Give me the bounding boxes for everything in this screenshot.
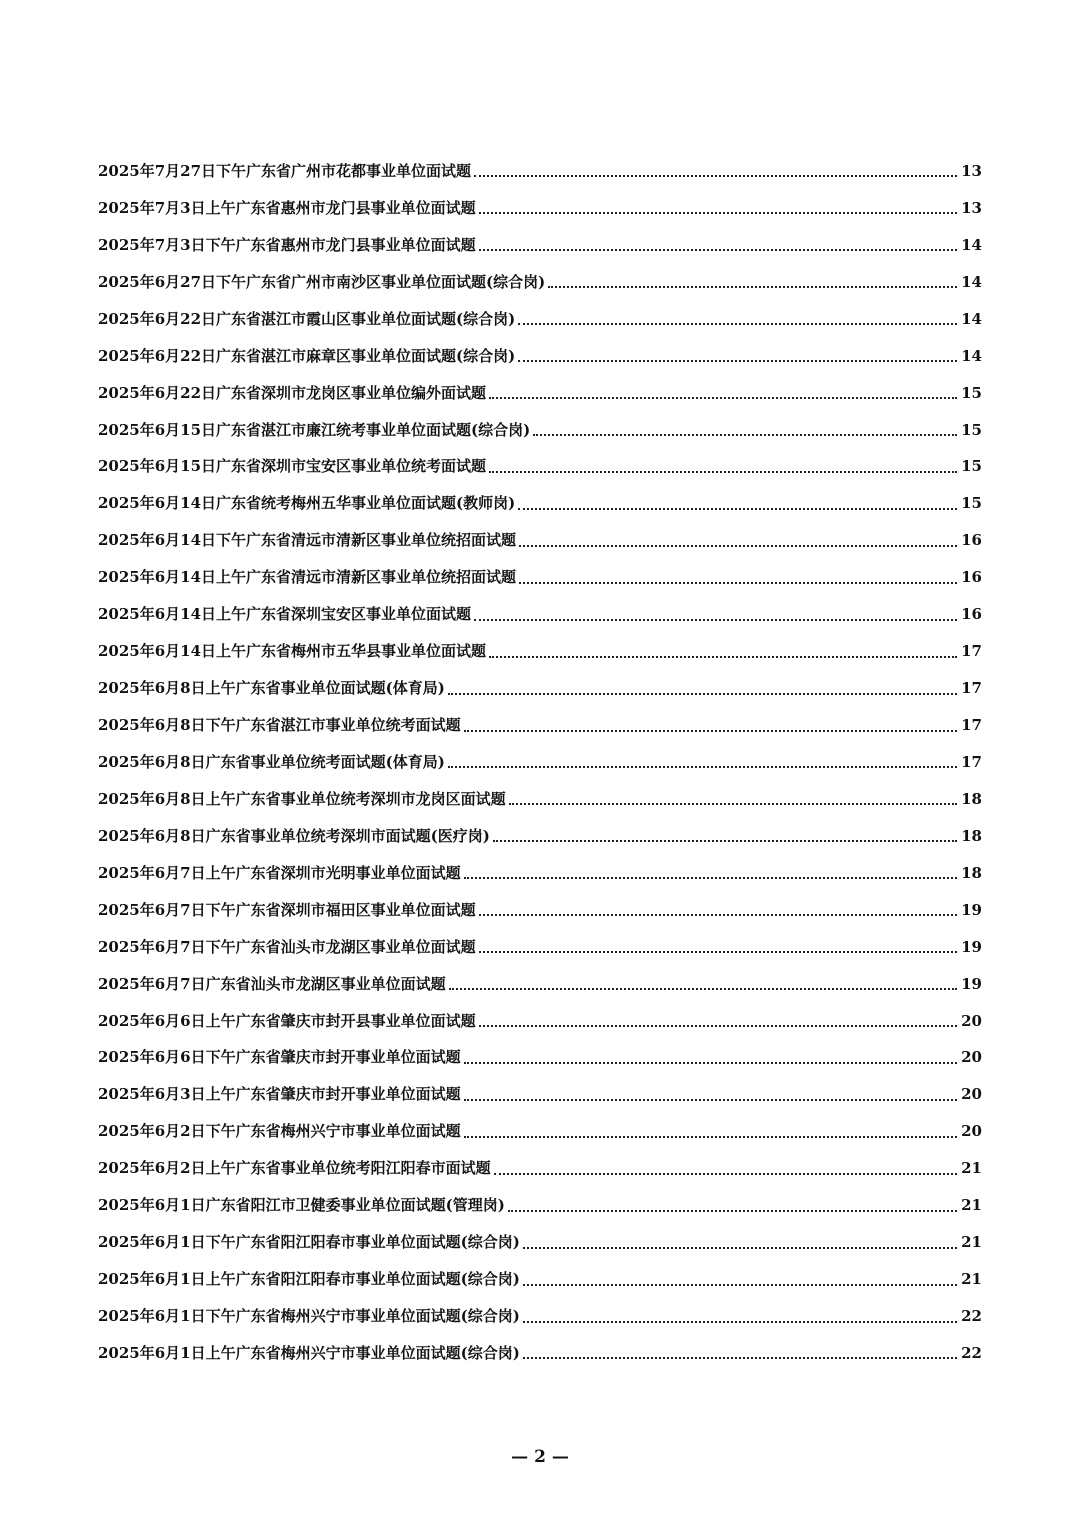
toc-leader-dots: [533, 434, 957, 436]
toc-leader-dots: [508, 1210, 957, 1212]
toc-leader-dots: [489, 471, 957, 473]
toc-entry-page: 18: [961, 863, 982, 882]
toc-entry-page: 20: [961, 1085, 982, 1104]
toc-entry-title: 2025年6月1日广东省阳江市卫健委事业单位面试题(管理岗): [98, 1196, 505, 1215]
toc-entry-title: 2025年6月6日上午广东省肇庆市封开县事业单位面试题: [98, 1011, 476, 1030]
toc-entry[interactable]: [98, 153, 982, 190]
toc-entry-page: 19: [961, 974, 982, 993]
toc-entry-page: 14: [961, 309, 982, 328]
toc-entry-page: 19: [961, 900, 982, 919]
toc-entry[interactable]: [98, 1076, 982, 1113]
toc-leader-dots: [489, 656, 957, 658]
toc-entry-title: 2025年6月8日广东省事业单位统考深圳市面试题(医疗岗): [98, 826, 490, 845]
toc-leader-dots: [464, 877, 958, 879]
toc-entry-page: 14: [961, 235, 982, 254]
toc-leader-dots: [523, 1321, 957, 1323]
toc-entry-title: 2025年6月1日上午广东省梅州兴宁市事业单位面试题(综合岗): [98, 1343, 520, 1362]
toc-leader-dots: [518, 323, 957, 325]
toc-leader-dots: [523, 1357, 957, 1359]
toc-entry-title: 2025年6月14日广东省统考梅州五华事业单位面试题(教师岗): [98, 494, 516, 513]
toc-entry-page: 17: [961, 679, 982, 698]
toc-entry-title: 2025年6月8日上午广东省事业单位统考深圳市龙岗区面试题: [98, 789, 506, 808]
toc-entry[interactable]: [98, 264, 982, 301]
toc-entry-title: 2025年6月1日上午广东省阳江阳春市事业单位面试题(综合岗): [98, 1270, 520, 1289]
toc-entry-title: 2025年6月7日下午广东省汕头市龙湖区事业单位面试题: [98, 937, 476, 956]
toc-leader-dots: [464, 1099, 958, 1101]
toc-entry-title: 2025年7月3日上午广东省惠州市龙门县事业单位面试题: [98, 198, 476, 217]
toc-entry[interactable]: [98, 1150, 982, 1187]
toc-entry-page: 13: [961, 161, 982, 180]
toc-entry-title: 2025年6月15日广东省深圳市宝安区事业单位统考面试题: [98, 457, 487, 476]
toc-leader-dots: [479, 1025, 958, 1027]
toc-entry-page: 18: [961, 789, 982, 808]
toc-leader-dots: [464, 1136, 958, 1138]
toc-entry-page: 20: [961, 1011, 982, 1030]
toc-leader-dots: [479, 951, 958, 953]
toc-leader-dots: [474, 619, 957, 621]
toc-entry-page: 22: [961, 1343, 982, 1362]
toc-entry-page: 14: [961, 346, 982, 365]
toc-entry-title: 2025年6月22日广东省湛江市霞山区事业单位面试题(综合岗): [98, 309, 516, 328]
toc-entry-title: 2025年6月7日下午广东省深圳市福田区事业单位面试题: [98, 900, 476, 919]
table-of-contents: [98, 153, 982, 1372]
toc-entry[interactable]: [98, 1261, 982, 1298]
toc-entry-page: 22: [961, 1307, 982, 1326]
toc-entry-title: 2025年7月27日下午广东省广州市花都事业单位面试题: [98, 161, 472, 180]
toc-entry[interactable]: [98, 781, 982, 818]
toc-entry-page: 21: [961, 1196, 982, 1215]
toc-entry[interactable]: [98, 412, 982, 449]
toc-entry-title: 2025年6月14日上午广东省清远市清新区事业单位统招面试题: [98, 568, 517, 587]
toc-entry-page: 17: [961, 716, 982, 735]
toc-leader-dots: [518, 360, 957, 362]
toc-entry[interactable]: [98, 559, 982, 596]
toc-entry-page: 17: [961, 752, 982, 771]
toc-entry-title: 2025年6月14日上午广东省深圳宝安区事业单位面试题: [98, 605, 472, 624]
toc-entry[interactable]: [98, 449, 982, 486]
toc-entry-page: 15: [961, 420, 982, 439]
toc-entry[interactable]: [98, 670, 982, 707]
toc-entry-page: 18: [961, 826, 982, 845]
toc-leader-dots: [519, 545, 957, 547]
toc-entry[interactable]: [98, 966, 982, 1003]
toc-entry-title: 2025年6月3日上午广东省肇庆市封开事业单位面试题: [98, 1085, 461, 1104]
toc-entry[interactable]: [98, 1298, 982, 1335]
toc-entry-page: 19: [961, 937, 982, 956]
toc-entry[interactable]: [98, 338, 982, 375]
toc-leader-dots: [519, 582, 957, 584]
toc-entry-title: 2025年6月8日下午广东省湛江市事业单位统考面试题: [98, 716, 461, 735]
toc-entry-title: 2025年6月8日上午广东省事业单位面试题(体育局): [98, 679, 445, 698]
toc-entry[interactable]: [98, 892, 982, 929]
toc-entry[interactable]: [98, 1113, 982, 1150]
toc-entry-title: 2025年6月14日上午广东省梅州市五华县事业单位面试题: [98, 642, 487, 661]
toc-entry[interactable]: [98, 818, 982, 855]
toc-leader-dots: [493, 840, 957, 842]
toc-leader-dots: [464, 730, 958, 732]
toc-entry-title: 2025年6月27日下午广东省广州市南沙区事业单位面试题(综合岗): [98, 272, 546, 291]
toc-leader-dots: [479, 914, 958, 916]
toc-leader-dots: [523, 1247, 957, 1249]
toc-entry-title: 2025年6月7日上午广东省深圳市光明事业单位面试题: [98, 863, 461, 882]
toc-entry-page: 16: [961, 568, 982, 587]
toc-entry-title: 2025年6月7日广东省汕头市龙湖区事业单位面试题: [98, 974, 446, 993]
toc-entry-title: 2025年6月2日下午广东省梅州兴宁市事业单位面试题: [98, 1122, 461, 1141]
toc-entry-title: 2025年7月3日下午广东省惠州市龙门县事业单位面试题: [98, 235, 476, 254]
toc-entry-page: 15: [961, 457, 982, 476]
toc-leader-dots: [494, 1173, 958, 1175]
toc-entry-page: 16: [961, 531, 982, 550]
toc-entry-page: 15: [961, 494, 982, 513]
toc-entry-page: 21: [961, 1159, 982, 1178]
toc-leader-dots: [448, 766, 957, 768]
toc-entry-title: 2025年6月6日下午广东省肇庆市封开事业单位面试题: [98, 1048, 461, 1067]
toc-entry-page: 21: [961, 1233, 982, 1252]
toc-entry-page: 15: [961, 383, 982, 402]
toc-entry-page: 21: [961, 1270, 982, 1289]
toc-leader-dots: [479, 249, 958, 251]
toc-entry-title: 2025年6月15日广东省湛江市廉江统考事业单位面试题(综合岗): [98, 420, 531, 439]
toc-entry-title: 2025年6月14日下午广东省清远市清新区事业单位统招面试题: [98, 531, 517, 550]
toc-leader-dots: [518, 508, 957, 510]
toc-entry-page: 20: [961, 1122, 982, 1141]
toc-entry[interactable]: [98, 375, 982, 412]
toc-leader-dots: [464, 1062, 958, 1064]
toc-entry[interactable]: [98, 855, 982, 892]
toc-leader-dots: [474, 175, 957, 177]
toc-entry[interactable]: [98, 929, 982, 966]
toc-leader-dots: [448, 693, 957, 695]
toc-entry-page: 17: [961, 642, 982, 661]
toc-entry-title: 2025年6月2日上午广东省事业单位统考阳江阳春市面试题: [98, 1159, 491, 1178]
toc-leader-dots: [449, 988, 958, 990]
toc-entry[interactable]: [98, 1335, 982, 1372]
toc-leader-dots: [509, 803, 958, 805]
toc-entry[interactable]: [98, 633, 982, 670]
toc-entry-page: 14: [961, 272, 982, 291]
toc-entry[interactable]: [98, 1003, 982, 1040]
toc-entry[interactable]: [98, 227, 982, 264]
toc-entry[interactable]: [98, 1224, 982, 1261]
toc-entry-title: 2025年6月1日下午广东省阳江阳春市事业单位面试题(综合岗): [98, 1233, 520, 1252]
toc-entry-title: 2025年6月22日广东省湛江市麻章区事业单位面试题(综合岗): [98, 346, 516, 365]
toc-leader-dots: [548, 286, 957, 288]
toc-entry[interactable]: [98, 522, 982, 559]
toc-entry-title: 2025年6月1日下午广东省梅州兴宁市事业单位面试题(综合岗): [98, 1307, 520, 1326]
toc-entry-title: 2025年6月22日广东省深圳市龙岗区事业单位编外面试题: [98, 383, 487, 402]
toc-entry[interactable]: [98, 596, 982, 633]
toc-entry-page: 20: [961, 1048, 982, 1067]
toc-entry[interactable]: [98, 301, 982, 338]
toc-leader-dots: [489, 397, 957, 399]
toc-entry-page: 16: [961, 605, 982, 624]
toc-leader-dots: [523, 1284, 957, 1286]
toc-entry[interactable]: [98, 707, 982, 744]
toc-entry-page: 13: [961, 198, 982, 217]
toc-entry-title: 2025年6月8日广东省事业单位统考面试题(体育局): [98, 752, 445, 771]
toc-entry[interactable]: [98, 1187, 982, 1224]
toc-entry[interactable]: [98, 190, 982, 227]
toc-entry[interactable]: [98, 744, 982, 781]
toc-entry[interactable]: [98, 485, 982, 522]
toc-leader-dots: [479, 212, 958, 214]
toc-entry[interactable]: [98, 1040, 982, 1077]
page-number: — 2 —: [511, 1447, 569, 1467]
